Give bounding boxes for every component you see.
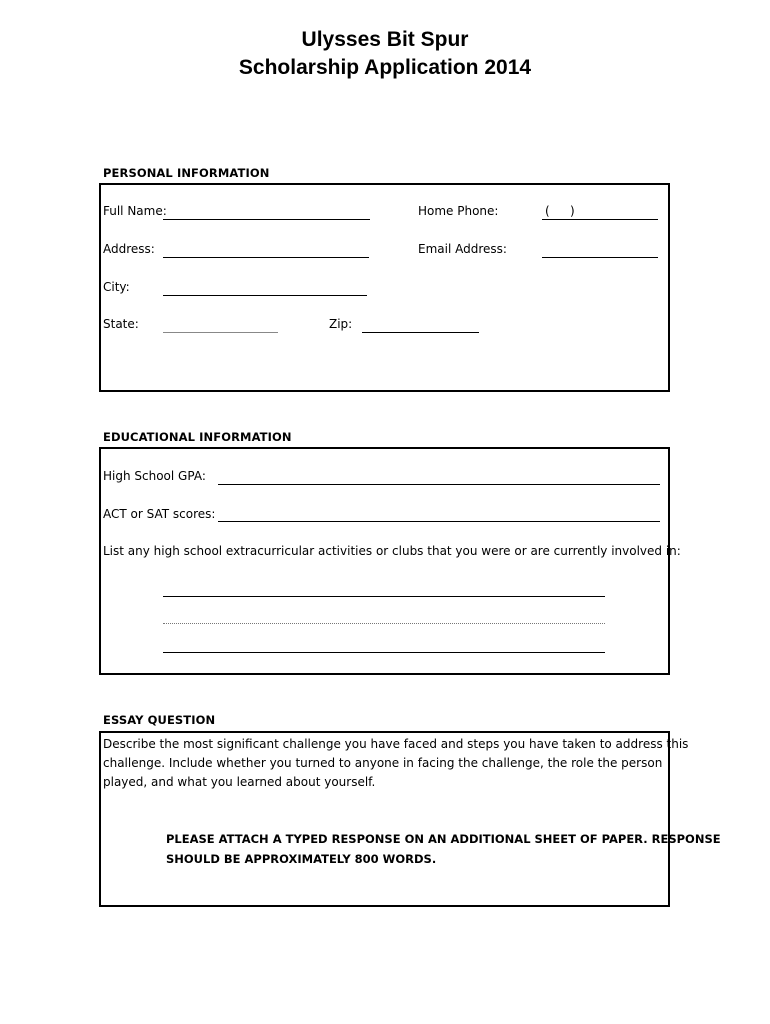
essay-note-line-1: PLEASE ATTACH A TYPED RESPONSE ON AN ADDITIONAL SHEET OF PAPER. RESPONSE [166,832,721,846]
activities-field-3[interactable] [163,652,605,653]
email-field[interactable] [542,257,658,258]
city-label: City: [103,280,130,294]
full-name-field[interactable] [163,219,370,220]
education-info-heading: EDUCATIONAL INFORMATION [103,430,292,444]
email-label: Email Address: [418,242,507,256]
home-phone-field[interactable] [542,219,658,220]
essay-prompt-line-2: challenge. Include whether you turned to anyone in facing the challenge, the role the person [103,756,663,770]
page-title-line-1: Ulysses Bit Spur [301,28,469,51]
state-label: State: [103,317,139,331]
personal-info-heading: PERSONAL INFORMATION [103,166,270,180]
activities-field-1[interactable] [163,596,605,597]
full-name-label: Full Name: [103,204,167,218]
activities-prompt: List any high school extracurricular activities or clubs that you were or are currently involved in: [103,544,681,558]
activities-field-2[interactable] [163,623,605,624]
address-label: Address: [103,242,155,256]
city-field[interactable] [163,295,367,296]
essay-heading: ESSAY QUESTION [103,713,216,727]
home-phone-label: Home Phone: [418,204,499,218]
scores-field[interactable] [218,521,660,522]
state-field[interactable] [163,332,278,333]
gpa-field[interactable] [218,484,660,485]
scores-label: ACT or SAT scores: [103,507,216,521]
address-field[interactable] [163,257,369,258]
personal-info-box [99,183,670,392]
zip-label: Zip: [329,317,353,331]
gpa-label: High School GPA: [103,469,206,483]
page-title-line-2: Scholarship Application 2014 [238,56,532,79]
zip-field[interactable] [362,332,479,333]
phone-area-close: ) [570,204,575,218]
essay-prompt-line-3: played, and what you learned about yourself. [103,775,376,789]
essay-note-line-2: SHOULD BE APPROXIMATELY 800 WORDS. [166,852,437,866]
phone-area-open: ( [545,204,550,218]
essay-prompt-line-1: Describe the most significant challenge you have faced and steps you have taken to address this [103,737,689,751]
